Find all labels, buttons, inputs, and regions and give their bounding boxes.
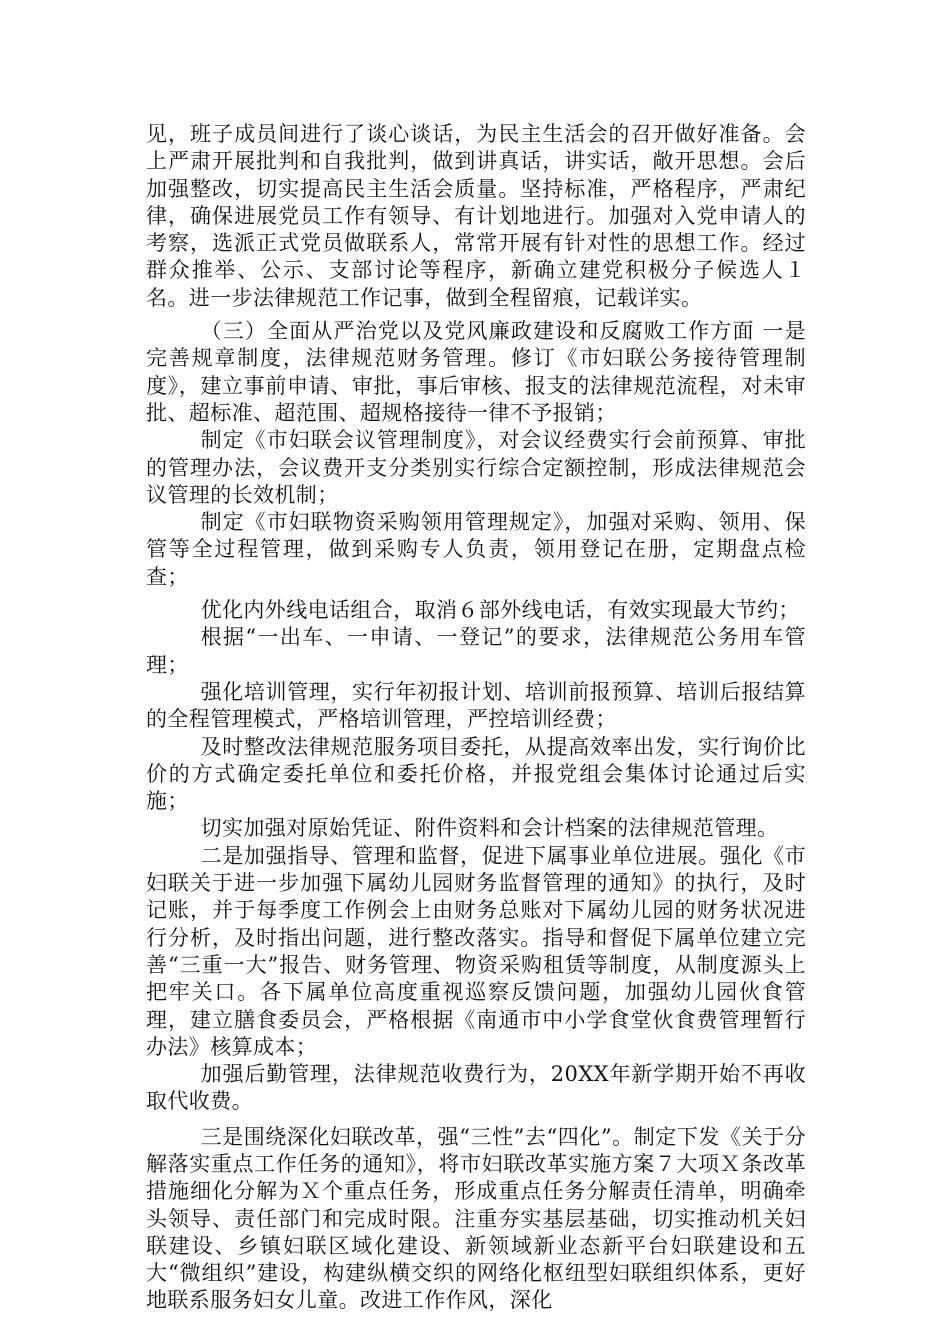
paragraph-party-building: 见，班子成员间进行了谈心谈话，为民主生活会的召开做好准备。会上严肃开展批判和自我批判，做到讲真话，讲实话，敞开思想。会后加强整改，切实提高民主生活会质量。坚持标准，严格程序，严肃纪律，确保进展党员工作有领导、有计划地进行。加强对入党申请人的考察，选派正式党员做联系人，常常开展有针对性的思想工作。经过群众推举、公示、支部讨论等程序，新确立建党积极分子候选人１名。进一步法律规范工作记事，做到全程留痕，记载详实。: [146, 122, 806, 310]
paragraph-meeting-rules: 制定《市妇联会议管理制度》，对会议经费实行会前预算、审批的管理办法，会议费开支分类别实行综合定额控制，形成法律规范会议管理的长效机制；: [146, 428, 806, 507]
document-page: [146, 121, 806, 1315]
paragraph-phone-lines: 优化内外线电话组合，取消６部外线电话，有效实现最大节约；: [200, 598, 800, 623]
paragraph-vehicle-management: 根据“一出车、一申请、一登记”的要求，法律规范公务用车管理；: [146, 625, 806, 677]
paragraph-procurement-rules: 制定《市妇联物资采购领用管理规定》，加强对采购、领用、保管等全过程管理，做到采购专人负责，领用登记在册，定期盘点检查；: [146, 510, 806, 589]
paragraph-service-entrustment: 及时整改法律规范服务项目委托，从提高效率出发，实行询价比价的方式确定委托单位和委托价格，并报党组会集体讨论通过后实施；: [146, 734, 806, 814]
paragraph-accounting-archives: 切实加强对原始凭证、附件资料和会计档案的法律规范管理。: [200, 816, 779, 841]
paragraph-logistics-fees: 加强后勤管理，法律规范收费行为，20XX年新学期开始不再收取代收费。: [146, 1062, 806, 1114]
paragraph-subordinate-units: 二是加强指导、管理和监督，促进下属事业单位进展。强化《市妇联关于进一步加强下属幼儿园财务监督管理的通知》的执行，及时记账，并于每季度工作例会上由财务总账对下属幼儿园的财务状况进行分析，及时指出问题，进行整改落实。指导和督促下属单位建立完善“三重一大”报告、财务管理、物资采购租赁等制度，从制度源头上把牢关口。各下属单位高度重视巡察反馈问题，加强幼儿园伙食管理，建立膳食委员会，严格根据《南通市中小学食堂伙食费管理暂行办法》核算成本；: [146, 843, 806, 1059]
paragraph-training-management: 强化培训管理，实行年初报计划、培训前报预算、培训后报结算的全程管理模式，严格培训管理，严控培训经费；: [146, 679, 806, 732]
paragraph-section-three-heading: （三）全面从严治党以及党风廉政建设和反腐败工作方面 一是完善规章制度，法律规范财务管理。修订《市妇联公务接待管理制度》，建立事前申请、审批，事后审核、报支的法律规范流程，对未审批、超标准、超范围、超规格接待一律不予报销；: [146, 319, 806, 425]
paragraph-reform: 三是围绕深化妇联改革，强“三性”去“四化”。制定下发《关于分解落实重点工作任务的通知》，将市妇联改革实施方案７大项Ｘ条改革措施细化分解为Ｘ个重点任务，形成重点任务分解责任清单，明确牵头领导、责任部门和完成时限。注重夯实基层基础，切实推动机关妇联建设、乡镇妇联区域化建设、新领域新业态新平台妇联建设和五大“微组织”建设，构建纵横交织的网络化枢纽型妇联组织体系，更好地联系服务妇女儿童。改进工作作风，深化: [146, 1124, 806, 1313]
